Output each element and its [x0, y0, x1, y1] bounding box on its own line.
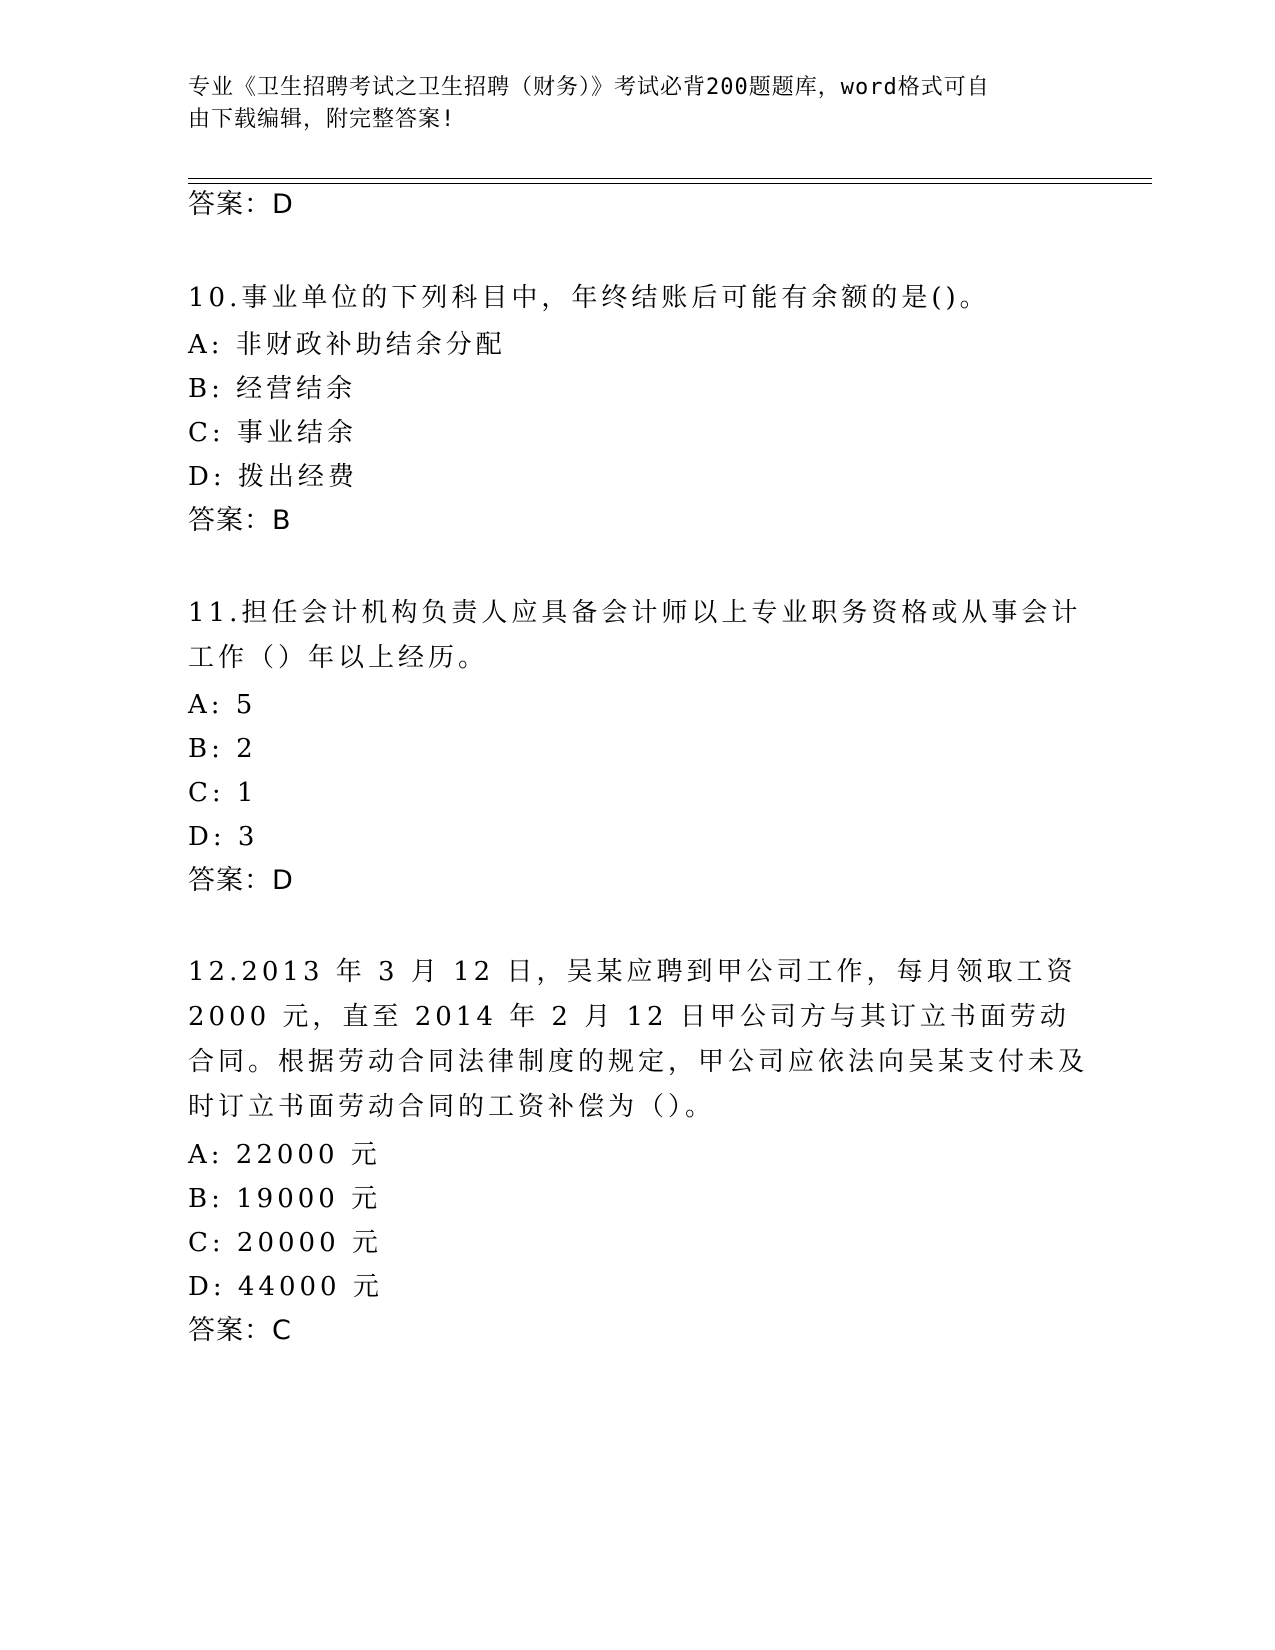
- question-10-option-d: D: 拨出经费: [188, 462, 358, 492]
- question-11-option-b: B: 2: [188, 734, 257, 764]
- question-11-option-a: A: 5: [188, 690, 257, 720]
- question-12-option-a: A: 22000 元: [188, 1140, 381, 1170]
- document-header: [188, 72, 1068, 136]
- question-10-option-a: A: 非财政补助结余分配: [188, 330, 506, 360]
- question-10-option-c: C: 事业结余: [188, 418, 357, 448]
- question-10-option-b: B: 经营结余: [188, 374, 357, 404]
- header-line-2: 由下载编辑，附完整答案!: [188, 107, 456, 132]
- question-11-option-d: D: 3: [188, 822, 259, 852]
- prev-answer: 答案：D: [188, 189, 294, 220]
- question-12-text: 12.2013 年 3 月 12 日，吴某应聘到甲公司工作，每月领取工资 2000 元，直至 2014 年 2 月 12 日甲公司方与其订立书面劳动合同。根据劳动合同法律制度的规定，甲公司应依法向吴某支付未及时订立书面劳动合同的工资补偿为（）。: [188, 957, 1089, 1122]
- question-10-answer: 答案：B: [188, 505, 292, 536]
- question-10-text: 10.事业单位的下列科目中，年终结账后可能有余额的是()。: [188, 283, 990, 313]
- question-12-option-c: C: 20000 元: [188, 1228, 382, 1258]
- question-11-option-c: C: 1: [188, 778, 258, 808]
- question-12-option-b: B: 19000 元: [188, 1184, 382, 1214]
- question-12-option-d: D: 44000 元: [188, 1272, 383, 1302]
- header-divider-bottom: [188, 183, 1152, 184]
- question-11-text: 11.担任会计机构负责人应具备会计师以上专业职务资格或从事会计工作（）年以上经历。: [188, 598, 1082, 673]
- question-12-answer: 答案：C: [188, 1315, 292, 1346]
- question-11-answer: 答案：D: [188, 865, 294, 896]
- header-line-1: 专业《卫生招聘考试之卫生招聘（财务）》考试必背200题题库，word格式可自: [188, 75, 990, 100]
- header-divider-top: [188, 178, 1152, 179]
